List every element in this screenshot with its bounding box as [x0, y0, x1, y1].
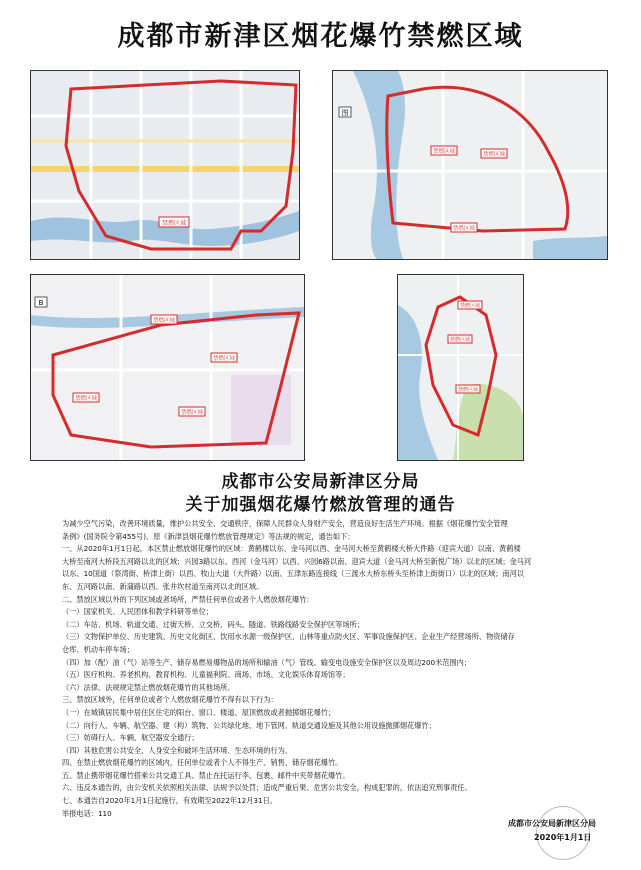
map-label: 禁燃区域 [449, 337, 471, 343]
ban-zone-map-4 [397, 274, 524, 461]
signature-org: 成都市公安局新津区分局 [508, 819, 596, 828]
map-label: 禁燃区域 [432, 149, 456, 155]
map-label: 禁燃区域 [74, 396, 98, 402]
map-label: 禁燃区域 [152, 318, 176, 324]
ban-zone-map-1 [30, 70, 300, 260]
notice-paragraph: （五）医疗机构、养老机构、教育机构、儿童福利院、商场、市场、文化娱乐体育场馆等； [62, 670, 350, 680]
map-tag: B [38, 299, 44, 307]
notice-paragraph: 东、五河路以南、新蒲路以西、张井坎村道至南河以北的区域。 [62, 581, 264, 591]
notice-paragraph: 二、禁放区域以外的下列区域或者场所，严禁任何单位或者个人燃放烟花爆竹： [62, 594, 314, 604]
notice-heading: 关于加强烟花爆竹燃放管理的通告 [185, 495, 456, 515]
ban-zone-map-3 [30, 274, 305, 461]
notice-paragraph: 五、禁止携带烟花爆竹搭乘公共交通工具、禁止在托运行李、包裹、邮件中夹带烟花爆竹。 [62, 770, 350, 780]
notice-paragraph: 四、在禁止燃放烟花爆竹的区域内，任何单位或者个人不得生产、销售、储存烟花爆竹。 [62, 758, 343, 768]
notice-paragraph: 大桥至南河大桥段五河路以北的区域；兴园3路以东、西河（金马河）以西、兴园6路以南、迎宾大道（金马河大桥至新悦广场）以北的区域；金马河 [62, 556, 532, 566]
map-label: 禁燃区域 [459, 303, 481, 309]
notice-paragraph: 六、违反本通告的，由公安机关依照相关法律、法规予以处罚；造成严重后果、危害公共安全，构成犯罪的，依法追究刑事责任。 [62, 783, 472, 793]
notice-body [62, 518, 622, 820]
notice-paragraph: （六）法律、法规规定禁止燃放烟花爆竹的其他场所。 [62, 682, 235, 692]
notice-paragraph: （一）国家机关、人民团体和教学科研等单位； [62, 607, 213, 617]
ban-zone-map-2 [332, 70, 608, 260]
map-label: 禁燃区域 [180, 410, 204, 416]
notice-paragraph: （四）其他危害公共安全、人身安全和破坏生活环境、生态环境的行为。 [62, 745, 293, 755]
notice-paragraph: （四）加（配）油（气）站等生产、储存易燃易爆物品的场所和输油（气）管线、输变电设施安全保护区以及周边200米范围内； [62, 657, 472, 667]
map-tag: 图 [341, 109, 349, 117]
map-label: 禁燃区域 [482, 152, 506, 158]
notice-org: 成都市公安局新津区分局 [221, 472, 420, 492]
notice-paragraph: 一、从2020年1月1日起，本区禁止燃放烟花爆竹的区域：黄鹤楼以东、金马河以西、金马河大桥至黄鹤楼大桥大件路（迎宾大道）以南、黄鹤楼 [62, 544, 521, 554]
notice-paragraph: （二）向行人、车辆、航空器、建（构）筑物、公共绿化地、地下管网、轨道交通设施及其他公用设施抛掷烟花爆竹； [62, 720, 436, 730]
notice-paragraph: 仓库、机动车停车场； [62, 644, 134, 654]
notice-paragraph: （二）车站、机场、轨道交通、过街天桥、立交桥、码头、隧道、铁路线路安全保护区等场所； [62, 619, 364, 629]
map-label: 禁燃区域 [212, 356, 236, 362]
notice-paragraph: 条例》(国务院令第455号)、原《新津县烟花爆竹燃放管理规定》等法规的规定，通告如下： [62, 531, 355, 541]
notice-paragraph: （三）妨碍行人、车辆、航空器安全通行； [62, 733, 199, 743]
map-label: 禁燃区域 [457, 387, 479, 393]
notice-paragraph: 以东、10国道（祭湾街、桥津上街）以西、牧山大道（大件路）以南、五津东路连接线（三渡水大桥东桥头至桥津上街街口）以北的区域；南河以 [62, 569, 524, 579]
page-title: 成都市新津区烟花爆竹禁燃区域 [117, 21, 524, 52]
map-label: 禁燃区域 [161, 220, 187, 227]
signature-date: 2020年1月1日 [534, 833, 592, 842]
notice-paragraph: 为减少空气污染，改善环境质量，维护公共安全、交通秩序，保障人民群众人身财产安全，营造良好生活生产环境。根据《烟花爆竹安全管理 [62, 519, 508, 528]
notice-paragraph: 七、本通告自2020年1月1日起施行，有效期至2022年12月31日。 [62, 796, 277, 806]
notice-paragraph: 三、禁放区域外，任何单位或者个人燃放烟花爆竹不得有以下行为： [62, 695, 278, 705]
notice-paragraph: （三）文物保护单位、历史建筑、历史文化街区、饮用水水源一级保护区、山林等重点防火区、军事设施保护区、企业生产经营场所、物资储存 [62, 632, 515, 642]
notice-paragraph: （一）在城镇居民集中居住区住宅的阳台、窗口、楼道、屋顶燃放或者抛掷烟花爆竹； [62, 707, 336, 717]
notice-paragraph: 举报电话：110 [62, 808, 112, 818]
map-label: 禁燃区域 [452, 226, 476, 232]
